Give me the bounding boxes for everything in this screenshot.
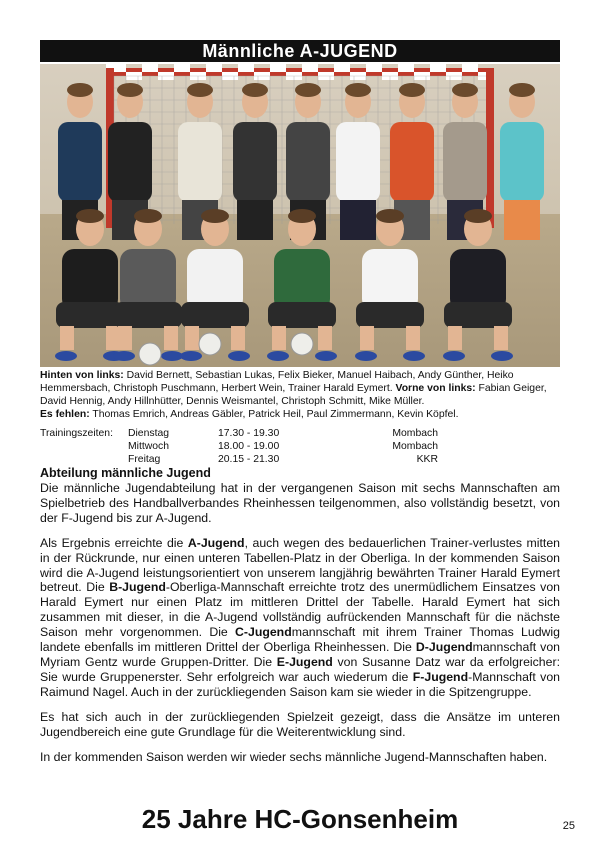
caption-missing-label: Es fehlen: xyxy=(40,409,90,421)
training-time: 18.00 - 19.00 xyxy=(218,441,280,452)
team-photo-icon xyxy=(40,64,560,367)
training-place: KKR xyxy=(416,454,438,465)
training-day: Dienstag xyxy=(128,428,170,439)
caption-back-label: Hinten von links: xyxy=(40,370,124,381)
photo-caption xyxy=(40,369,560,421)
caption-front-names: Fabian Geiger, David Hennig, Andy Hillnhütter, Dennis Weismantel, Christoph Schmitt, Mike Müller. xyxy=(40,383,547,408)
training-row xyxy=(40,427,460,440)
training-schedule xyxy=(40,427,460,466)
training-row xyxy=(40,453,460,466)
training-time: 17.30 - 19.30 xyxy=(218,428,280,439)
training-day: Freitag xyxy=(128,454,161,465)
team-photo xyxy=(40,64,560,367)
page-number: 25 xyxy=(562,820,575,832)
article-heading: Abteilung männliche Jugend xyxy=(40,466,211,480)
training-label: Trainingszeiten: xyxy=(40,428,113,439)
page-title: Männliche A-JUGEND xyxy=(40,40,560,62)
article-paragraph-1: Die männliche Jugendabteilung hat in der vergangenen Saison mit sechs Mannschaften am Spielbetrieb des Handballverbandes Rheinhessen teilgenommen, also vollständig besetzt, von der F-Jugend bis zur A-Jugend. xyxy=(40,481,560,525)
training-place: Mombach xyxy=(392,428,438,439)
article xyxy=(40,466,560,774)
training-row xyxy=(40,440,460,453)
caption-missing-names: Thomas Emrich, Andreas Gäbler, Patrick Heil, Paul Zimmermann, Kevin Köpfel. xyxy=(89,409,459,421)
caption-back-names: David Bernett, Sebastian Lukas, Felix Bieker, Manuel Haibach, Andy Günther, Heiko Hemmersbach, Christoph Puschmann, Herbert Wein, Trainer Harald Eymert. xyxy=(40,370,514,395)
footer-title: 25 Jahre HC-Gonsenheim xyxy=(141,804,459,834)
training-time: 20.15 - 21.30 xyxy=(218,454,280,465)
article-paragraph-4: In der kommenden Saison werden wir wieder sechs männliche Jugend-Mannschaften haben. xyxy=(40,749,548,764)
training-day: Mittwoch xyxy=(128,441,169,452)
article-paragraph-2: Als Ergebnis erreichte die A-Jugend, auch wegen des bedauerlichen Trainer-verlustes mitten in der Rückrunde, nur einen unteren Tabellen-Platz in der Oberliga. In der kommenden Saison wird die A-Jugend leistungsorientiert von unserem langjährig bewährten Trainer Harald Eymert betreut. Die B-Jugend-Oberliga-Mannschaft erreichte trotz des unermüdlichem Einsatzes von Harald Eymert nur einen Platz im mittleren Drittel der Tabelle. Harald Eymert hat sich zusammen mit dieser, in die A-Jugend vollständig aufrückenden Mannschaft für die nächste Saison mehr vorgenommen. Die C-Jugendmannschaft mit ihrem Trainer Thomas Ludwig landete ebenfalls im mittleren Drittel der Oberliga Rheinhessen. Die D-Jugendmannschaft von Myriam Gentz wurde Gruppen-Dritter. Die E-Jugend von Susanne Datz war da erfolgreicher: Sie wurde Gruppenerster. Sehr erfolgreich war auch wiederum die F-Jugend-Mannschaft von Raimund Nagel. Auch in der zurückliegenden Saison kam sie wieder in die Spitzengruppe. xyxy=(40,535,561,699)
caption-front-label: Vorne von links: xyxy=(395,383,476,395)
training-place: Mombach xyxy=(392,441,438,452)
article-paragraph-3: Es hat sich auch in der zurückliegenden Spielzeit gezeigt, dass die Ansätze im unteren Jugendbereich eine gute Grundlage für die Weiterentwicklung sind. xyxy=(40,709,560,739)
